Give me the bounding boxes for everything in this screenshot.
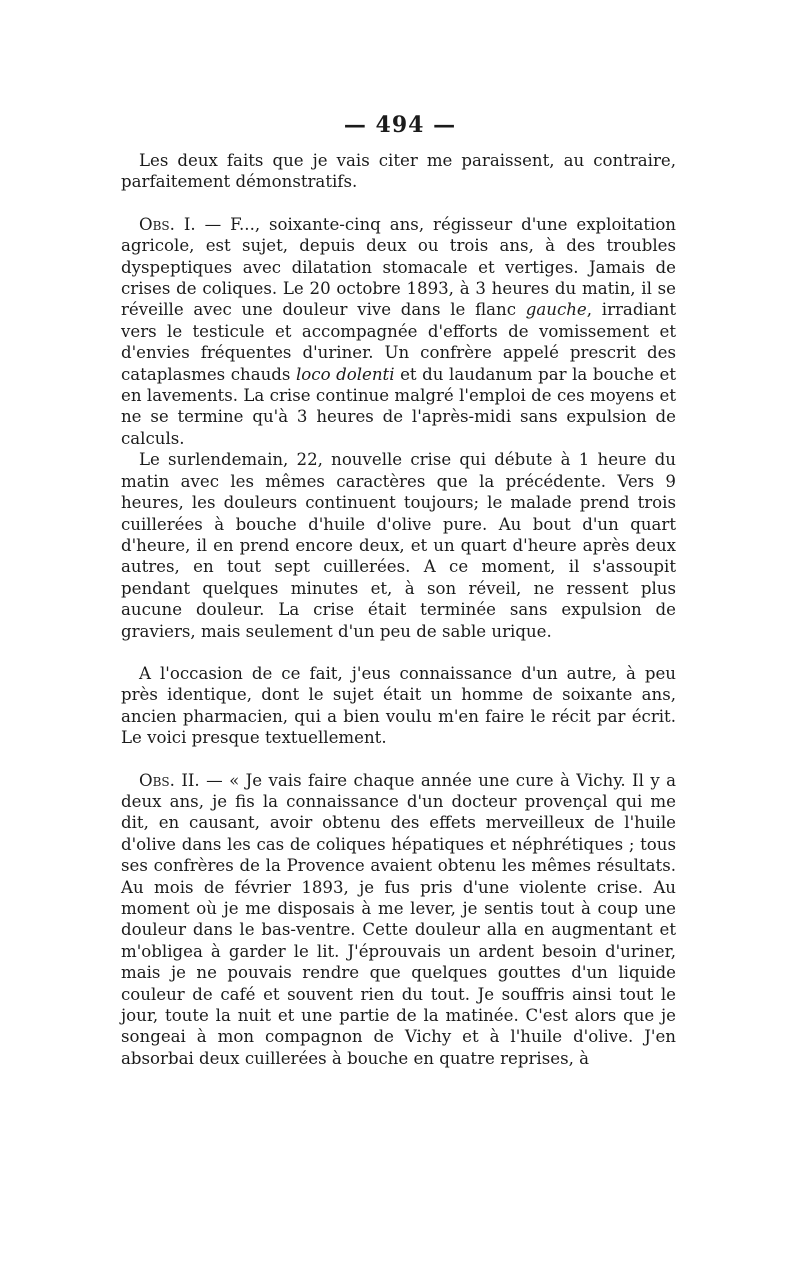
paragraph-text: , irradiant vers le testicule et accompagnée d'efforts de vomissement et d'envies fréquentes d'uriner. Un confrère appelé prescrit des cataplasmes chauds [121, 300, 677, 384]
observation-label: Obs. II. [139, 770, 200, 790]
emphasis-text: loco dolenti [295, 364, 395, 384]
observation-label: Obs. I. [139, 214, 196, 234]
paragraph-followup [121, 449, 676, 642]
paragraph-text: Le surlendemain, 22, nouvelle crise qui débute à 1 heure du matin avec les mêmes caractères que la précédente. Vers 9 heures, les douleurs continuent toujours; le malade prend trois cuillerées à bouche d'huile d'olive pure. Au bout d'un quart d'heure, il en prend encore deux, et un quart d'heure après deux autres, en tout sept cuillerées. A ce moment, il s'assoupit pendant quelques minutes et, à son réveil, ne ressent plus aucune douleur. La crise était terminée sans expulsion de graviers, mais seulement d'un peu de sable urique. [121, 450, 676, 641]
paragraph-occasion [121, 663, 676, 749]
paragraph-text: — « Je vais faire chaque année une cure à Vichy. Il y a deux ans, je fis la connaissance d'un docteur provençal qui me dit, en causant, avoir obtenu des effets merveilleux de l'huile d'olive dans les cas de coliques hépatiques et néphrétiques ; tous ses confrères de la Provence avaient obtenu les mêmes résultats. Au mois de février 1893, je fus pris d'une violente crise. Au moment où je me disposais à me lever, je sentis tout à coup une douleur dans le bas-ventre. Cette douleur alla en augmentant et m'obligea à garder le lit. J'éprouvais un ardent besoin d'uriner, mais je ne pouvais rendre que quelques gouttes d'un liquide couleur de café et souvent rien du tout. Je souffris ainsi tout le jour, toute la nuit et une partie de la matinée. C'est alors que je songeai à mon compagnon de Vichy et à l'huile d'olive. J'en absorbai deux cuillerées à bouche en quatre reprises, à [121, 770, 676, 1068]
emphasis-text: gauche [525, 300, 587, 320]
paragraph-intro [121, 150, 676, 193]
page-number: — 494 — [343, 112, 457, 138]
paragraph-text: et du laudanum par la bouche et en lavements. La crise continue malgré l'emploi de ces moyens et ne se termine qu'à 3 heures de l'après-midi sans expulsion de calculs. [121, 364, 677, 448]
paragraph-obs-1 [121, 214, 676, 449]
paragraph-text: — F..., soixante-cinq ans, régisseur d'une exploitation agricole, est sujet, depuis deux ou trois ans, à des troubles dyspeptiques avec dilatation stomacale et vertiges. Jamais de crises de coliques. Le 20 octobre 1893, à 3 heures du matin, il se réveille avec une douleur vive dans le flanc [121, 214, 676, 320]
body-text [121, 150, 676, 1069]
paragraph-obs-2 [121, 770, 676, 1070]
paragraph-text: A l'occasion de ce fait, j'eus connaissance d'un autre, à peu près identique, dont le sujet était un homme de soixante ans, ancien pharmacien, qui a bien voulu m'en faire le récit par écrit. Le voici presque textuellement. [121, 663, 676, 748]
paragraph-text: Les deux faits que je vais citer me paraissent, au contraire, parfaitement démonstratifs. [121, 151, 676, 192]
